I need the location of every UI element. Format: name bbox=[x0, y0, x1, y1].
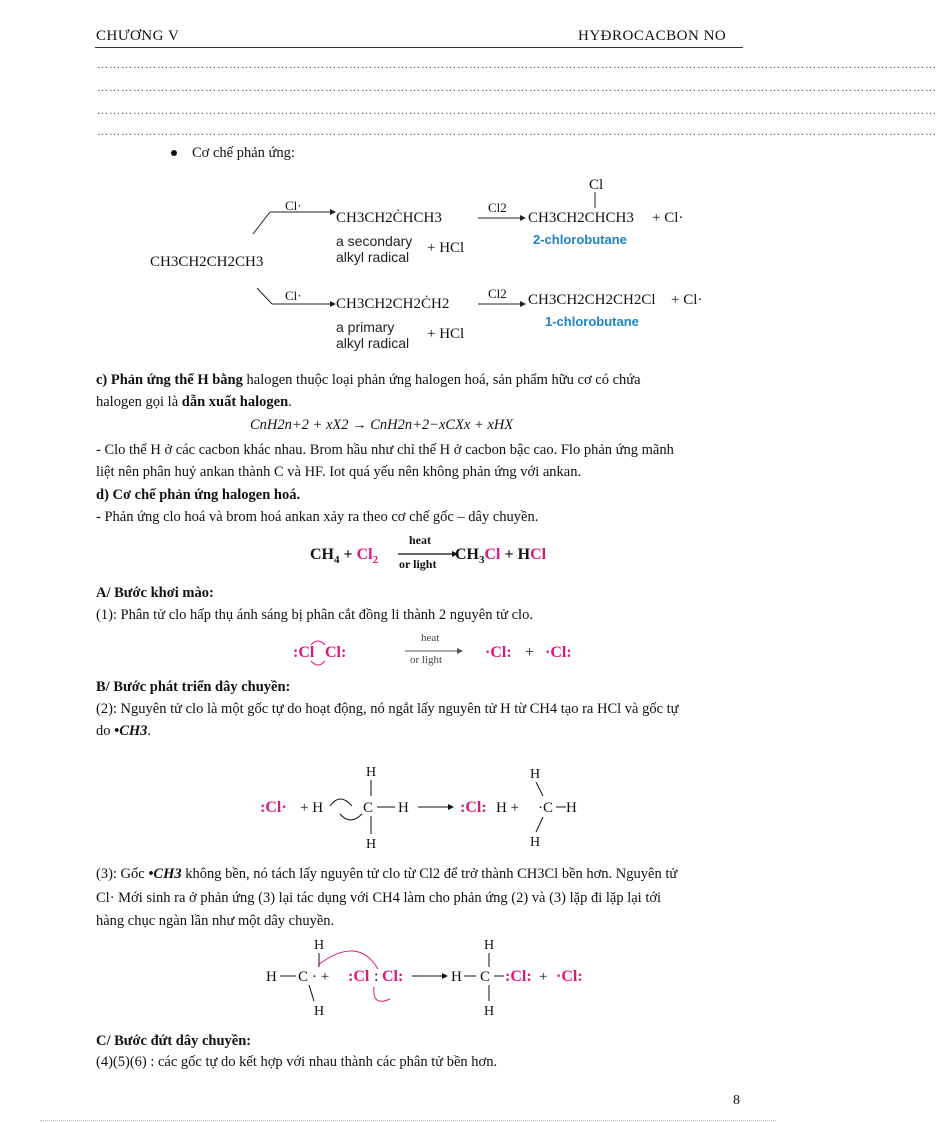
svg-text::Cl: :Cl bbox=[293, 644, 315, 661]
section-d-heading: d) Cơ chế phản ứng halogen hoá. bbox=[96, 487, 301, 503]
methyl-radical: •CH3 bbox=[148, 866, 182, 882]
svg-text:H: H bbox=[484, 1004, 495, 1019]
svg-text:H: H bbox=[314, 938, 325, 953]
step-b-heading: B/ Bước phát triển dây chuyền: bbox=[96, 679, 291, 695]
propagation-diagram-2 bbox=[262, 935, 592, 1020]
svg-text::Cl·: :Cl· bbox=[260, 799, 287, 816]
section-c-line-2 bbox=[96, 392, 292, 412]
svg-text::Cl:: :Cl: bbox=[505, 968, 532, 985]
section-c-text: halogen gọi là bbox=[96, 394, 182, 410]
section-c-heading: c) Phản ứng thế H bằng bbox=[96, 372, 243, 388]
svg-text:H: H bbox=[451, 969, 462, 985]
svg-text:+ H: + H bbox=[300, 800, 324, 816]
cl-radical-product-lower: + Cl· bbox=[671, 292, 703, 308]
halogen-derivative-term: dẫn xuất halogen bbox=[181, 394, 289, 410]
section-c-note-1: - Clo thế H ở các cacbon khác nhau. Brom hầu như chỉ thế H ở cacbon bậc cao. Flo phản ứng mãnh bbox=[96, 442, 674, 458]
step-b-text-5: hàng chục ngàn lần như một dây chuyền. bbox=[96, 913, 335, 929]
svg-text:+: + bbox=[539, 969, 548, 985]
primary-radical-label: alkyl radical bbox=[336, 335, 410, 351]
step-c-heading: C/ Bước đứt dây chuyền: bbox=[96, 1033, 252, 1049]
svg-text::Cl:: :Cl: bbox=[460, 799, 487, 816]
svg-text:H: H bbox=[530, 835, 541, 850]
step-b-text-3 bbox=[96, 864, 677, 884]
initiation-svg bbox=[285, 631, 595, 673]
bullet-icon bbox=[171, 150, 177, 156]
svg-text:Cl:: Cl: bbox=[325, 644, 347, 661]
heat-label: heat bbox=[421, 632, 440, 644]
svg-text:C: C bbox=[480, 969, 491, 985]
product-cl-substituent: Cl bbox=[589, 177, 604, 193]
section-c-line-1 bbox=[96, 370, 641, 390]
chapter-label: CHƯƠNG V bbox=[96, 28, 180, 44]
secondary-radical-label: alkyl radical bbox=[336, 249, 410, 265]
svg-text:+: + bbox=[525, 644, 535, 661]
light-label: or light bbox=[399, 557, 437, 571]
step-b-text-4: Cl· Mới sinh ra ở phản ứng (3) lại tác dụng với CH4 làm cho phản ứng (2) và (3) lặp đi lặp lại tới bbox=[96, 890, 662, 906]
svg-text:H: H bbox=[366, 765, 377, 780]
svg-text:·Cl:: ·Cl: bbox=[545, 644, 572, 661]
svg-text:H: H bbox=[266, 969, 277, 985]
1-chlorobutane-formula: CH3CH2CH2CH2Cl bbox=[528, 292, 656, 308]
dotted-line: ………………………………………………………………………………………………………………………………………………………………………………………… bbox=[97, 59, 937, 71]
svg-text:H: H bbox=[566, 800, 577, 816]
dotted-line: ………………………………………………………………………………………………………………………………………………………………………………………… bbox=[97, 82, 937, 94]
cl2-lower: Cl2 bbox=[488, 286, 507, 301]
propagation-2-svg bbox=[262, 935, 592, 1020]
section-c-note-2: liệt nên phân huỷ ankan thành C và HF. Iot quá yếu nên không phản ứng với ankan. bbox=[96, 464, 582, 480]
dotted-line: ………………………………………………………………………………………………………………………………………………………………………………………… bbox=[97, 126, 937, 138]
svg-text:C: C bbox=[363, 800, 374, 816]
svg-text:·Cl:: ·Cl: bbox=[485, 644, 512, 661]
svg-text:H: H bbox=[530, 767, 541, 782]
svg-text:C: C bbox=[298, 969, 309, 985]
svg-text:CH3Cl + HCl: $CH_3Cl$ + HCl bbox=[455, 546, 547, 566]
2-chlorobutane-formula: CH3CH2CHCH3 bbox=[528, 210, 634, 226]
equation-svg bbox=[310, 533, 570, 575]
primary-radical-formula: CH3CH2CH2ĊH2 bbox=[336, 296, 450, 312]
step-a-heading: A/ Bước khơi mào: bbox=[96, 585, 214, 601]
2-chlorobutane-name: 2-chlorobutane bbox=[533, 232, 627, 247]
svg-text:H: H bbox=[366, 837, 377, 852]
svg-text:H +: H + bbox=[496, 800, 520, 816]
step-b-text: do bbox=[96, 723, 115, 739]
svg-text::Cl: :Cl bbox=[348, 968, 370, 985]
section-c-text: halogen thuộc loại phản ứng halogen hoá, sản phẩm hữu cơ có chứa bbox=[242, 372, 641, 388]
step-b-text: (3): Gốc bbox=[96, 866, 149, 882]
section-d-intro: - Phản ứng clo hoá và brom hoá ankan xảy ra theo cơ chế gốc – dây chuyền. bbox=[96, 509, 539, 525]
cl-radical-product-upper: + Cl· bbox=[652, 210, 684, 226]
cl2-upper: Cl2 bbox=[488, 200, 507, 215]
methane-chlorination-equation bbox=[310, 533, 570, 575]
heat-label: heat bbox=[409, 533, 431, 547]
page-number: 8 bbox=[733, 1093, 740, 1108]
step-c-text: (4)(5)(6) : các gốc tự do kết hợp với nhau thành các phân tử bền hơn. bbox=[96, 1054, 498, 1070]
mechanism-label: Cơ chế phản ứng: bbox=[192, 145, 295, 161]
step-a-text: (1): Phân tử clo hấp thụ ánh sáng bị phân cắt đồng li thành 2 nguyên tử clo. bbox=[96, 607, 533, 623]
svg-text:Cl:: Cl: bbox=[382, 968, 404, 985]
header-rule bbox=[95, 47, 743, 48]
secondary-radical-formula: CH3CH2ĊHCH3 bbox=[336, 210, 442, 226]
propagation-1-svg bbox=[260, 760, 580, 855]
step-b-text-2 bbox=[96, 721, 151, 741]
hcl-lower: + HCl bbox=[427, 326, 465, 342]
svg-text:H: H bbox=[398, 800, 409, 816]
footer-rule bbox=[40, 1120, 776, 1121]
section-c-text: . bbox=[288, 394, 292, 410]
methyl-radical: •CH3 bbox=[114, 723, 148, 739]
step-b-text: . bbox=[147, 723, 152, 739]
secondary-radical-label: a secondary bbox=[336, 233, 413, 249]
1-chlorobutane-name: 1-chlorobutane bbox=[545, 314, 639, 329]
chapter-title: HYĐROCACBON NO bbox=[578, 28, 727, 44]
dotted-line: ………………………………………………………………………………………………………………………………………………………………………………………… bbox=[97, 105, 937, 117]
primary-radical-label: a primary bbox=[336, 319, 395, 335]
cl-radical-lower: Cl· bbox=[285, 288, 302, 303]
svg-text:·Cl:: ·Cl: bbox=[556, 968, 583, 985]
svg-text:H: H bbox=[484, 938, 495, 953]
hcl-upper: + HCl bbox=[427, 240, 465, 256]
svg-text:H: H bbox=[314, 1004, 325, 1019]
light-label: or light bbox=[410, 654, 443, 666]
svg-text::: : bbox=[374, 968, 379, 985]
svg-text:·C: ·C bbox=[538, 800, 553, 816]
butane-formula: CH3CH2CH2CH3 bbox=[150, 254, 264, 270]
initiation-diagram bbox=[285, 631, 595, 673]
propagation-diagram-1 bbox=[260, 760, 580, 855]
halogenation-equation: CnH2n+2 + xX2 → CnH2n+2−xCXx + xHX bbox=[250, 417, 514, 433]
cl-radical-upper: Cl· bbox=[285, 198, 302, 213]
step-b-text-1: (2): Nguyên tử clo là một gốc tự do hoạt động, nó ngắt lấy nguyên tử H từ CH4 tạo ra HCl và gốc tự bbox=[96, 701, 679, 717]
svg-text:· +: · + bbox=[312, 969, 330, 985]
svg-text:CH4 + Cl2: $CH_4 + Cl_2$ bbox=[310, 546, 379, 566]
step-b-text: không bền, nó tách lấy nguyên tử clo từ Cl2 để trở thành CH3Cl bền hơn. Nguyên tử bbox=[181, 866, 678, 882]
